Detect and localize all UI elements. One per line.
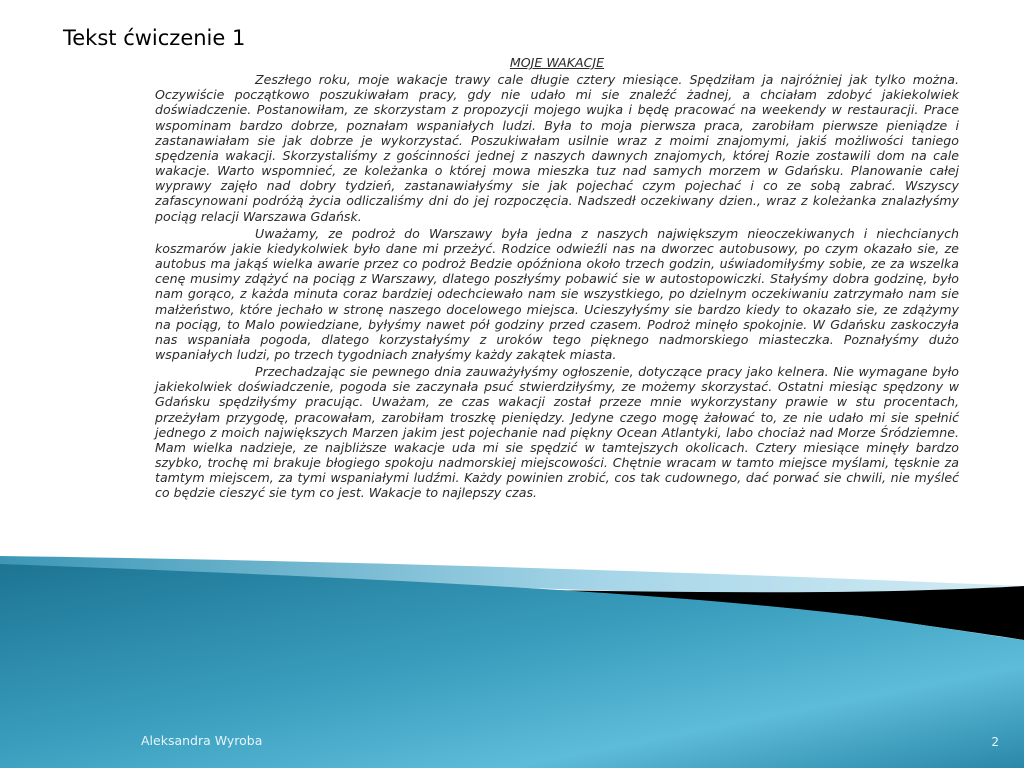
paragraph-2: Uważamy, ze podroż do Warszawy była jedna z naszych największym nieoczekiwanych i niechcianych koszmarów jakie kiedykolwiek było dane mi przeżyć. Rodzice odwieźli nas na dworzec autobusowy, po czym okazało sie, ze autobus ma jakąś wielka awarie przez co podroż Bedzie opóźniona około trzech godzin, uświadomiłyśmy sobie, ze za wszelka cenę musimy zdążyć na pociąg z Warszawy, dlatego poszłyśmy pobawić sie w autostopowiczki. Stałyśmy dobra godzinę, było nam gorąco, z każda minuta coraz bardziej odechciewało nam sie wszystkiego, po dzielnym oczekiwaniu zatrzymało nam sie małżeństwo, które jechało w stronę naszego docelowego miejsca. Ucieszyłyśmy sie bardzo kiedy to okazało sie, ze zdążymy na pociąg, to Malo powiedziane, byłyśmy nawet pół godziny przed czasem. Podroż minęło spokojnie. W Gdańsku zaskoczyła nas wspaniała pogoda, dlatego korzystałyśmy z uroków tego pięknego nadmorskiego miasteczka. Poznałyśmy dużo wspaniałych ludzi, po trzech tygodniach znałyśmy każdy zakątek miasta. [155, 225, 959, 362]
slide-title: Tekst ćwiczenie 1 [63, 26, 246, 50]
footer-author: Aleksandra Wyroba [141, 733, 263, 748]
paragraph-3: Przechadzając sie pewnego dnia zauważyłyśmy ogłoszenie, dotyczące pracy jako kelnera. Nie wymagane było jakiekolwiek doświadczenie, pogoda sie zaczynała psuć stwierdziłyśmy, ze możemy skorzystać. Ostatni miesiąc spędzony w Gdańsku spędziłyśmy pracując. Uważam, ze czas wakacji został przeze mnie wykorzystany prawie w stu procentach, przeżyłam przygodę, pracowałam, zarobiłam troszkę pieniędzy. Jedyne czego mogę żałować to, ze nie udało mi sie spełnić jednego z moich największych Marzen jakim jest pojechanie nad piękny Ocean Atlantyki, labo chociaż nad Morze Śródziemne. Mam wielka nadzieje, ze najbliższe wakacje uda mi sie spędzić w tamtejszych okolicach. Cztery miesiące minęły bardzo szybko, trochę mi brakuje błogiego spokoju nadmorskiej miejscowości. Chętnie wracam w tamto miejsce myślami, tęsknie za tamtym miejscem, za tymi wspaniałymi ludźmi. Każdy powinien zrobić, cos tak cudownego, dać porwać sie chwili, nie myśleć co będzie cieszyć sie tym co jest. Wakacje to najlepszy czas. [155, 364, 959, 501]
document-heading: MOJE WAKACJE [509, 55, 605, 70]
paragraph-1: Zeszłego roku, moje wakacje trawy cale długie cztery miesiące. Spędziłam ja najróżniej jak tylko można. Oczywiście początkowo poszukiwałam pracy, gdy nie udało mi sie znaleźć żadnej, a chciałam zdobyć jakiekolwiek doświadczenie. Postanowiłam, ze skorzystam z propozycji mojego wujka i będę pracować na weekendy w restauracji. Prace wspominam bardzo dobrze, poznałam wspaniałych ludzi. Była to moja pierwsza praca, zarobiłam pierwsze pieniądze i zastanawiałam sie jak dobrze je wykorzystać. Poszukiwałam usilnie wraz z moimi znajomymi, jakiś możliwości taniego spędzenia wakacji. Skorzystaliśmy z gościnności jednej z naszych dawnych znajomych, której Rozie zostawili dom na cale wakacje. Warto wspomnieć, ze koleżanka o której mowa mieszka tuz nad samych morzem w Gdańsku. Planowanie całej wyprawy zajęło nad dobry tydzień, zastanawiałyśmy sie jak pojechać czym pojechać i co ze sobą zabrać. Wszyscy zafascynowani podróżą życia odliczaliśmy dni do jej rozpoczęcia. Nadszedł oczekiwany dzien., wraz z koleżanka znalazłyśmy pociąg relacji Warszawa Gdańsk. [155, 72, 959, 224]
document-body [155, 55, 959, 503]
page-number: 2 [991, 735, 999, 749]
